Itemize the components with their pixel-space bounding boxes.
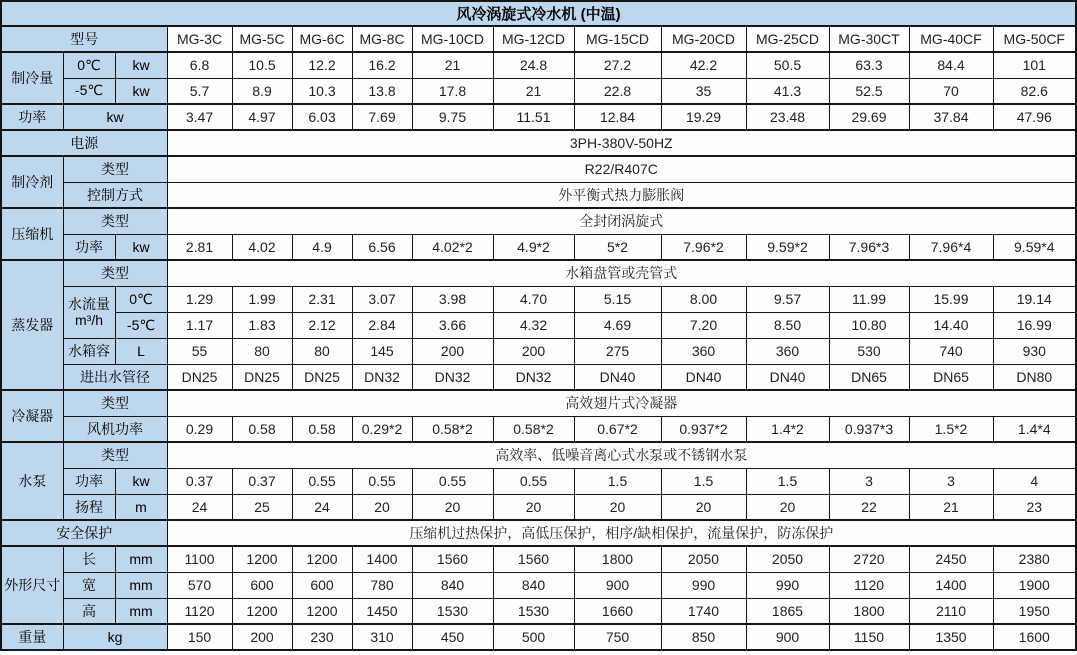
value-cell: 20	[574, 494, 661, 520]
table-row	[1, 52, 1076, 78]
merged-value-cell: 外平衡式热力膨胀阀	[167, 182, 1076, 208]
unit-cell: mm	[115, 598, 167, 624]
value-cell: 1150	[829, 624, 909, 650]
value-cell: 990	[661, 572, 746, 598]
row-sub-label: 类型	[63, 208, 167, 234]
row-sub-label-water-flow: 水流量 m³/h	[63, 286, 115, 338]
row-sub-label: 类型	[63, 260, 167, 286]
value-cell: 900	[746, 624, 829, 650]
value-cell: DN32	[352, 364, 412, 390]
value-cell: 200	[412, 338, 493, 364]
value-cell: 1350	[909, 624, 993, 650]
unit-cell: kw	[115, 78, 167, 104]
value-cell: 1.5	[661, 468, 746, 494]
value-cell: 1120	[829, 572, 909, 598]
value-cell: 5.15	[574, 286, 661, 312]
value-cell: 7.20	[661, 312, 746, 338]
value-cell: 0.58*2	[412, 416, 493, 442]
value-cell: 10.5	[232, 52, 292, 78]
value-cell: 7.96*2	[661, 234, 746, 260]
value-cell: 1.5	[574, 468, 661, 494]
value-cell: 9.75	[412, 104, 493, 130]
value-cell: 20	[352, 494, 412, 520]
value-cell: 14.40	[909, 312, 993, 338]
value-cell: 1100	[167, 546, 232, 572]
value-cell: 0.55	[493, 468, 574, 494]
merged-value-cell: 全封闭涡旋式	[167, 208, 1076, 234]
value-cell: 42.2	[661, 52, 746, 78]
value-cell: 1400	[909, 572, 993, 598]
value-cell: 70	[909, 78, 993, 104]
value-cell: 6.03	[292, 104, 352, 130]
value-cell: 17.8	[412, 78, 493, 104]
value-cell: 1.5*2	[909, 416, 993, 442]
table-row	[1, 312, 1076, 338]
table-row	[1, 104, 1076, 130]
value-cell: 8.50	[746, 312, 829, 338]
model-header-cell: MG-40CF	[909, 26, 993, 52]
row-sub-label: 长	[63, 546, 115, 572]
value-cell: 2.81	[167, 234, 232, 260]
value-cell: 780	[352, 572, 412, 598]
unit-cell: mm	[115, 572, 167, 598]
value-cell: 2110	[909, 598, 993, 624]
value-cell: 21	[493, 78, 574, 104]
row-group-label-compressor: 压缩机	[1, 208, 63, 260]
value-cell: 11.99	[829, 286, 909, 312]
value-cell: 4.70	[493, 286, 574, 312]
unit-cell: kw	[115, 468, 167, 494]
table-row	[1, 260, 1076, 286]
value-cell: 35	[661, 78, 746, 104]
value-cell: 1200	[292, 546, 352, 572]
value-cell: 2450	[909, 546, 993, 572]
unit-cell: kw	[115, 234, 167, 260]
value-cell: 12.2	[292, 52, 352, 78]
row-group-label-weight: 重量	[1, 624, 63, 650]
value-cell: 1.17	[167, 312, 232, 338]
row-sub-label: 风机功率	[63, 416, 167, 442]
value-cell: 1.4*2	[746, 416, 829, 442]
value-cell: 150	[167, 624, 232, 650]
table-row	[1, 234, 1076, 260]
value-cell: 9.59*4	[993, 234, 1076, 260]
value-cell: 200	[232, 624, 292, 650]
value-cell: 23.48	[746, 104, 829, 130]
row-group-label-refrigerant: 制冷剂	[1, 156, 63, 208]
value-cell: 1.4*4	[993, 416, 1076, 442]
model-row-label: 型号	[1, 26, 167, 52]
unit-cell: mm	[115, 546, 167, 572]
value-cell: 21	[909, 494, 993, 520]
value-cell: 7.69	[352, 104, 412, 130]
unit-cell: kw	[115, 52, 167, 78]
value-cell: 3.66	[412, 312, 493, 338]
table-row	[1, 572, 1076, 598]
value-cell: DN40	[746, 364, 829, 390]
model-header-cell: MG-8C	[352, 26, 412, 52]
value-cell: DN65	[909, 364, 993, 390]
value-cell: 80	[232, 338, 292, 364]
value-cell: 20	[661, 494, 746, 520]
value-cell: 1400	[352, 546, 412, 572]
value-cell: DN80	[993, 364, 1076, 390]
value-cell: 360	[746, 338, 829, 364]
value-cell: DN25	[167, 364, 232, 390]
value-cell: 22	[829, 494, 909, 520]
table-row	[1, 390, 1076, 416]
value-cell: 2050	[746, 546, 829, 572]
table-row	[1, 364, 1076, 390]
value-cell: 47.96	[993, 104, 1076, 130]
value-cell: 10.80	[829, 312, 909, 338]
value-cell: 840	[412, 572, 493, 598]
value-cell: 6.8	[167, 52, 232, 78]
value-cell: 1.83	[232, 312, 292, 338]
value-cell: 2720	[829, 546, 909, 572]
table-row	[1, 494, 1076, 520]
value-cell: 27.2	[574, 52, 661, 78]
table-row	[1, 130, 1076, 156]
value-cell: 570	[167, 572, 232, 598]
value-cell: 500	[493, 624, 574, 650]
row-group-label-power: 功率	[1, 104, 63, 130]
row-group-label-supply: 电源	[1, 130, 167, 156]
value-cell: 0.55	[412, 468, 493, 494]
model-header-cell: MG-3C	[167, 26, 232, 52]
table-row	[1, 468, 1076, 494]
row-sub-label: -5℃	[115, 312, 167, 338]
value-cell: 7.96*4	[909, 234, 993, 260]
value-cell: 2.84	[352, 312, 412, 338]
row-group-label-dimensions: 外形尺寸	[1, 546, 63, 624]
table-row	[1, 208, 1076, 234]
value-cell: 16.2	[352, 52, 412, 78]
value-cell: 50.5	[746, 52, 829, 78]
row-sub-label: 功率	[63, 234, 115, 260]
value-cell: 25	[232, 494, 292, 520]
value-cell: DN32	[493, 364, 574, 390]
value-cell: 360	[661, 338, 746, 364]
value-cell: 13.8	[352, 78, 412, 104]
model-header-cell: MG-12CD	[493, 26, 574, 52]
value-cell: 2.12	[292, 312, 352, 338]
value-cell: 19.14	[993, 286, 1076, 312]
row-sub-label: 高	[63, 598, 115, 624]
table-row	[1, 546, 1076, 572]
value-cell: 20	[493, 494, 574, 520]
value-cell: 1800	[829, 598, 909, 624]
table-row	[1, 416, 1076, 442]
value-cell: 1530	[493, 598, 574, 624]
value-cell: 0.29	[167, 416, 232, 442]
value-cell: 1950	[993, 598, 1076, 624]
row-sub-label: 水箱容	[63, 338, 115, 364]
row-sub-label: 类型	[63, 156, 167, 182]
merged-value-cell: 水箱盘管或壳管式	[167, 260, 1076, 286]
value-cell: 12.84	[574, 104, 661, 130]
value-cell: 0.67*2	[574, 416, 661, 442]
value-cell: 0.37	[232, 468, 292, 494]
value-cell: 600	[232, 572, 292, 598]
value-cell: 0.937*2	[661, 416, 746, 442]
value-cell: 4	[993, 468, 1076, 494]
value-cell: 7.96*3	[829, 234, 909, 260]
value-cell: 10.3	[292, 78, 352, 104]
value-cell: 0.58	[232, 416, 292, 442]
value-cell: 850	[661, 624, 746, 650]
row-sub-label: 类型	[63, 390, 167, 416]
row-sub-label: 进出水管径	[63, 364, 167, 390]
row-sub-label: 0℃	[63, 52, 115, 78]
value-cell: 15.99	[909, 286, 993, 312]
value-cell: 24.8	[493, 52, 574, 78]
row-group-label-condenser: 冷凝器	[1, 390, 63, 442]
value-cell: DN32	[412, 364, 493, 390]
row-sub-label: 扬程	[63, 494, 115, 520]
value-cell: 1.5	[746, 468, 829, 494]
unit-cell: kg	[63, 624, 167, 650]
value-cell: 1450	[352, 598, 412, 624]
value-cell: 0.58	[292, 416, 352, 442]
value-cell: 41.3	[746, 78, 829, 104]
model-header-cell: MG-6C	[292, 26, 352, 52]
row-sub-label: 0℃	[115, 286, 167, 312]
value-cell: 530	[829, 338, 909, 364]
table-row	[1, 156, 1076, 182]
value-cell: 990	[746, 572, 829, 598]
value-cell: 20	[412, 494, 493, 520]
value-cell: 23	[993, 494, 1076, 520]
value-cell: 3	[909, 468, 993, 494]
table-row	[1, 624, 1076, 650]
model-header-cell: MG-20CD	[661, 26, 746, 52]
value-cell: 230	[292, 624, 352, 650]
value-cell: 145	[352, 338, 412, 364]
value-cell: 0.37	[167, 468, 232, 494]
value-cell: DN25	[232, 364, 292, 390]
row-sub-label: 功率	[63, 468, 115, 494]
value-cell: 2380	[993, 546, 1076, 572]
value-cell: 19.29	[661, 104, 746, 130]
table-row	[1, 598, 1076, 624]
row-sub-label: -5℃	[63, 78, 115, 104]
model-header-cell: MG-5C	[232, 26, 292, 52]
row-sub-label: 控制方式	[63, 182, 167, 208]
value-cell: 0.29*2	[352, 416, 412, 442]
value-cell: 600	[292, 572, 352, 598]
table-row	[1, 182, 1076, 208]
value-cell: 1.29	[167, 286, 232, 312]
value-cell: 930	[993, 338, 1076, 364]
value-cell: 1865	[746, 598, 829, 624]
value-cell: 37.84	[909, 104, 993, 130]
value-cell: 24	[292, 494, 352, 520]
value-cell: 1200	[232, 546, 292, 572]
value-cell: 8.9	[232, 78, 292, 104]
value-cell: DN40	[661, 364, 746, 390]
value-cell: 4.32	[493, 312, 574, 338]
value-cell: 6.56	[352, 234, 412, 260]
value-cell: 3.98	[412, 286, 493, 312]
value-cell: 900	[574, 572, 661, 598]
unit-cell: kw	[63, 104, 167, 130]
unit-cell: m	[115, 494, 167, 520]
table-row	[1, 1, 1076, 26]
table-row	[1, 78, 1076, 104]
table-row	[1, 286, 1076, 312]
merged-value-cell: 高效翅片式冷凝器	[167, 390, 1076, 416]
value-cell: 4.9	[292, 234, 352, 260]
value-cell: DN40	[574, 364, 661, 390]
row-group-label-evaporator: 蒸发器	[1, 260, 63, 390]
merged-value-cell: 高效率、低噪音离心式水泵或不锈钢水泵	[167, 442, 1076, 468]
value-cell: 4.69	[574, 312, 661, 338]
value-cell: 5*2	[574, 234, 661, 260]
value-cell: 1660	[574, 598, 661, 624]
value-cell: 1120	[167, 598, 232, 624]
value-cell: 4.02	[232, 234, 292, 260]
value-cell: 84.4	[909, 52, 993, 78]
value-cell: 0.55	[292, 468, 352, 494]
value-cell: 3.07	[352, 286, 412, 312]
value-cell: 1200	[232, 598, 292, 624]
table-row	[1, 442, 1076, 468]
model-header-cell: MG-10CD	[412, 26, 493, 52]
value-cell: 840	[493, 572, 574, 598]
value-cell: 1560	[493, 546, 574, 572]
value-cell: 101	[993, 52, 1076, 78]
value-cell: 55	[167, 338, 232, 364]
row-group-label-pump: 水泵	[1, 442, 63, 520]
value-cell: 450	[412, 624, 493, 650]
value-cell: 200	[493, 338, 574, 364]
value-cell: 0.937*3	[829, 416, 909, 442]
value-cell: 1600	[993, 624, 1076, 650]
value-cell: 22.8	[574, 78, 661, 104]
value-cell: DN25	[292, 364, 352, 390]
merged-value-cell: 压缩机过热保护，高低压保护，相序/缺相保护，流量保护，防冻保护	[167, 520, 1076, 546]
value-cell: DN65	[829, 364, 909, 390]
row-group-label-cooling: 制冷量	[1, 52, 63, 104]
value-cell: 4.02*2	[412, 234, 493, 260]
value-cell: 4.97	[232, 104, 292, 130]
row-group-label-safety: 安全保护	[1, 520, 167, 546]
merged-value-cell: R22/R407C	[167, 156, 1076, 182]
value-cell: 24	[167, 494, 232, 520]
value-cell: 9.57	[746, 286, 829, 312]
table-row	[1, 338, 1076, 364]
row-sub-label: 宽	[63, 572, 115, 598]
value-cell: 16.99	[993, 312, 1076, 338]
value-cell: 8.00	[661, 286, 746, 312]
value-cell: 20	[746, 494, 829, 520]
page-title: 风冷涡旋式冷水机 (中温)	[1, 1, 1076, 26]
value-cell: 21	[412, 52, 493, 78]
value-cell: 310	[352, 624, 412, 650]
model-header-cell: MG-25CD	[746, 26, 829, 52]
unit-cell: L	[115, 338, 167, 364]
value-cell: 740	[909, 338, 993, 364]
value-cell: 3.47	[167, 104, 232, 130]
value-cell: 1200	[292, 598, 352, 624]
merged-value-cell: 3PH-380V-50HZ	[167, 130, 1076, 156]
value-cell: 1.99	[232, 286, 292, 312]
value-cell: 1740	[661, 598, 746, 624]
model-header-cell: MG-30CT	[829, 26, 909, 52]
value-cell: 2.31	[292, 286, 352, 312]
model-header-cell: MG-50CF	[993, 26, 1076, 52]
value-cell: 1530	[412, 598, 493, 624]
model-header-cell: MG-15CD	[574, 26, 661, 52]
row-sub-label: 类型	[63, 442, 167, 468]
value-cell: 1560	[412, 546, 493, 572]
value-cell: 63.3	[829, 52, 909, 78]
table-row	[1, 520, 1076, 546]
value-cell: 0.58*2	[493, 416, 574, 442]
value-cell: 0.55	[352, 468, 412, 494]
value-cell: 9.59*2	[746, 234, 829, 260]
value-cell: 82.6	[993, 78, 1076, 104]
value-cell: 1800	[574, 546, 661, 572]
value-cell: 5.7	[167, 78, 232, 104]
value-cell: 3	[829, 468, 909, 494]
value-cell: 750	[574, 624, 661, 650]
value-cell: 80	[292, 338, 352, 364]
value-cell: 11.51	[493, 104, 574, 130]
table-row	[1, 26, 1076, 52]
value-cell: 52.5	[829, 78, 909, 104]
value-cell: 1900	[993, 572, 1076, 598]
value-cell: 29.69	[829, 104, 909, 130]
value-cell: 275	[574, 338, 661, 364]
value-cell: 4.9*2	[493, 234, 574, 260]
value-cell: 2050	[661, 546, 746, 572]
